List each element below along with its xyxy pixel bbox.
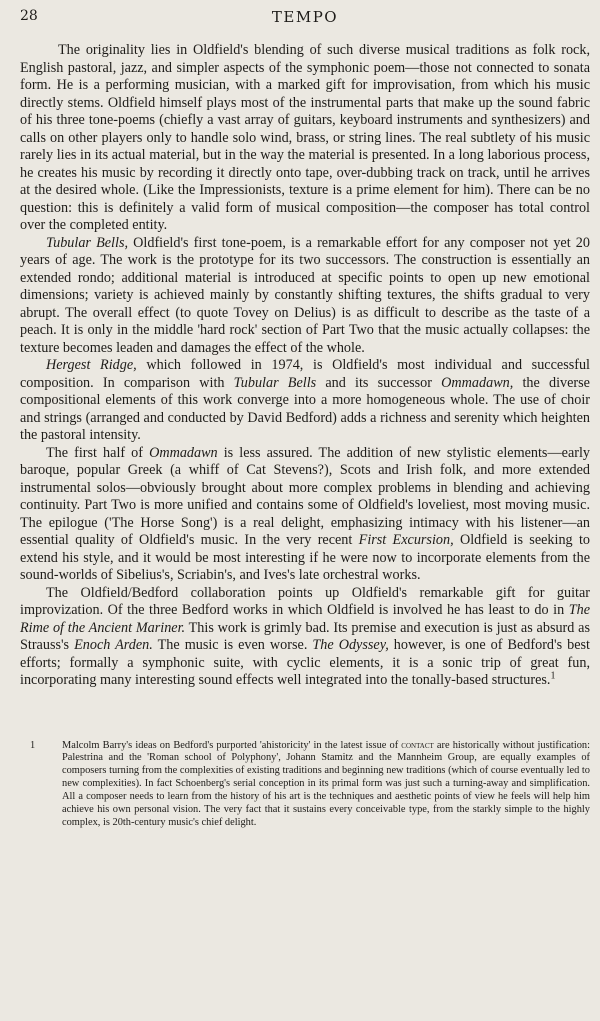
paragraph-text: The music is even worse. xyxy=(152,637,313,653)
italic-title: Tubular Bells, xyxy=(46,234,129,251)
journal-name: contact xyxy=(401,739,434,751)
footnote-text-part: are historically without justification: Palestrina and the 'Roman school of Polyphony', Johann Stamitz and the Mannheim Group, are equally examples of composers turning from the complexities of existing traditions and beginning new traditions (which of course eventually led to new complexities). In fact Schoenberg's serial conception in its primal form was just such a turning-away and simplification. All a composer needs to learn from the history of his art is the techniques and aesthetic points of view he feels will help him achieve his own personal vision. The very fact that it sustains every conceivable type, from the starkly simple to the highly complex, is 20th-century music's chief delight. xyxy=(62,739,590,828)
paragraph-text: is less assured. The addition of new stylistic elements—early baroque, popular Greek (a whiff of Cat Stevens?), Scots and Irish folk, and more extended instrumental solos—obviously brought about more complex problems in blending and achieving continuity. Part Two is more unified and contains some of Oldfield's loveliest, most moving music. The epilogue ('The Horse Song') is a real delight, emphasizing intimacy with his listener—an essential quality of Oldfield's music. In the very recent xyxy=(20,444,590,548)
footnote-text-part: Malcolm Barry's ideas on Bedford's purported 'ahistoricity' in the latest issue of xyxy=(62,739,402,751)
paragraph-text: and its successor xyxy=(316,374,442,391)
paragraph-2 xyxy=(20,235,590,358)
italic-title: Enoch Arden. xyxy=(74,637,153,653)
footnote-number: 1 xyxy=(30,739,36,751)
footnote-text xyxy=(62,740,590,830)
paragraph-text: Oldfield's first tone-poem, is a remarkable effort for any composer not yet 20 years of age. The work is the prototype for its two successors. The construction is essentially an extended rondo; additional material is introduced at specific points to open up new emotional dimensions; variety is achieved mainly by constantly shifting textures, the shifts gradual to very abrupt. The overall effect (to quote Tovey on Delius) is as difficult to describe as the taste of a peach. It is only in the middle 'hard rock' section of Part Two that the music actually collapses: the texture becomes leaden and damages the effect of the whole. xyxy=(20,234,590,356)
paragraph-1 xyxy=(20,42,590,235)
paragraph-3 xyxy=(20,357,590,445)
italic-title: Ommadawn xyxy=(149,444,218,461)
italic-title: Ommadawn, xyxy=(441,374,514,391)
italic-title: Hergest Ridge, xyxy=(46,357,137,373)
paragraph-text: The originality lies in Oldfield's blending of such diverse musical traditions as folk rock, English pastoral, jazz, and simpler aspects of the symphonic poem—those not connected to sonata form. He is a performing musician, with a marked gift for improvisation, from which his music directly stems. Oldfield himself plays most of the instrumental parts that make up the sound fabric of his three tone-poems (chiefly a vast array of guitars, keyboard instruments and synthesizers) and calls on other players only to handle solo wind, brass, or string lines. The real subtlety of his music rarely lies in its actual material, but in the way the material is presented. In a long laborious process, he creates his music by recording it directly onto tape, over-dubbing track on track, until he arrives at the desired whole. (Like the Impressionists, texture is a prime element for him). There can be no question: this is definitely a valid form of musical composition—the composer has total control over the completed entity. xyxy=(20,42,590,233)
paragraph-text: The first half of xyxy=(46,444,150,461)
paragraph-text: the diverse compositional elements of this work converge into a more homogeneous whole. The use of choir and strings (arranged and conducted by David Bedford) adds a richness and serenity which heighten the pastoral intensity. xyxy=(20,374,590,443)
paragraph-text: This work is grimly bad. Its premise and execution is just as absurd as Strauss's xyxy=(20,619,591,653)
paragraph-text: which followed in 1974, is Oldfield's most individual and successful composition. In comparison with xyxy=(20,357,590,391)
italic-title: The Rime of the Ancient Mariner. xyxy=(20,602,590,636)
article-body xyxy=(20,42,590,690)
paragraph-text: The Oldfield/Bedford collaboration points up Oldfield's remarkable gift for guitar improvization. Of the three Bedford works in which Oldfield is involved he has least to do in xyxy=(20,584,590,618)
paragraph-5 xyxy=(20,585,590,690)
footnote-reference[interactable]: 1 xyxy=(550,670,556,682)
running-title: TEMPO xyxy=(271,8,339,26)
italic-title: The Odyssey, xyxy=(312,637,389,653)
paragraph-4 xyxy=(20,445,590,585)
paragraph-text: however, is one of Bedford's best efforts; formally a symphonic suite, with cyclic elements, it is a sonic trip of great fun, incorporating many interesting sound effects well integrated into the tonally-based structures. xyxy=(20,637,590,688)
paragraph-text: Oldfield is seeking to extend his style, and it would be most interesting if he were now to incorporate elements from the sound-worlds of Sibelius's, Scriabin's, and Ives's late orchestral works. xyxy=(20,532,590,583)
italic-title: Tubular Bells xyxy=(233,374,317,391)
page-header xyxy=(20,6,590,28)
footnote xyxy=(30,740,590,830)
page-number: 28 xyxy=(20,8,38,24)
italic-title: First Excursion, xyxy=(358,532,454,548)
